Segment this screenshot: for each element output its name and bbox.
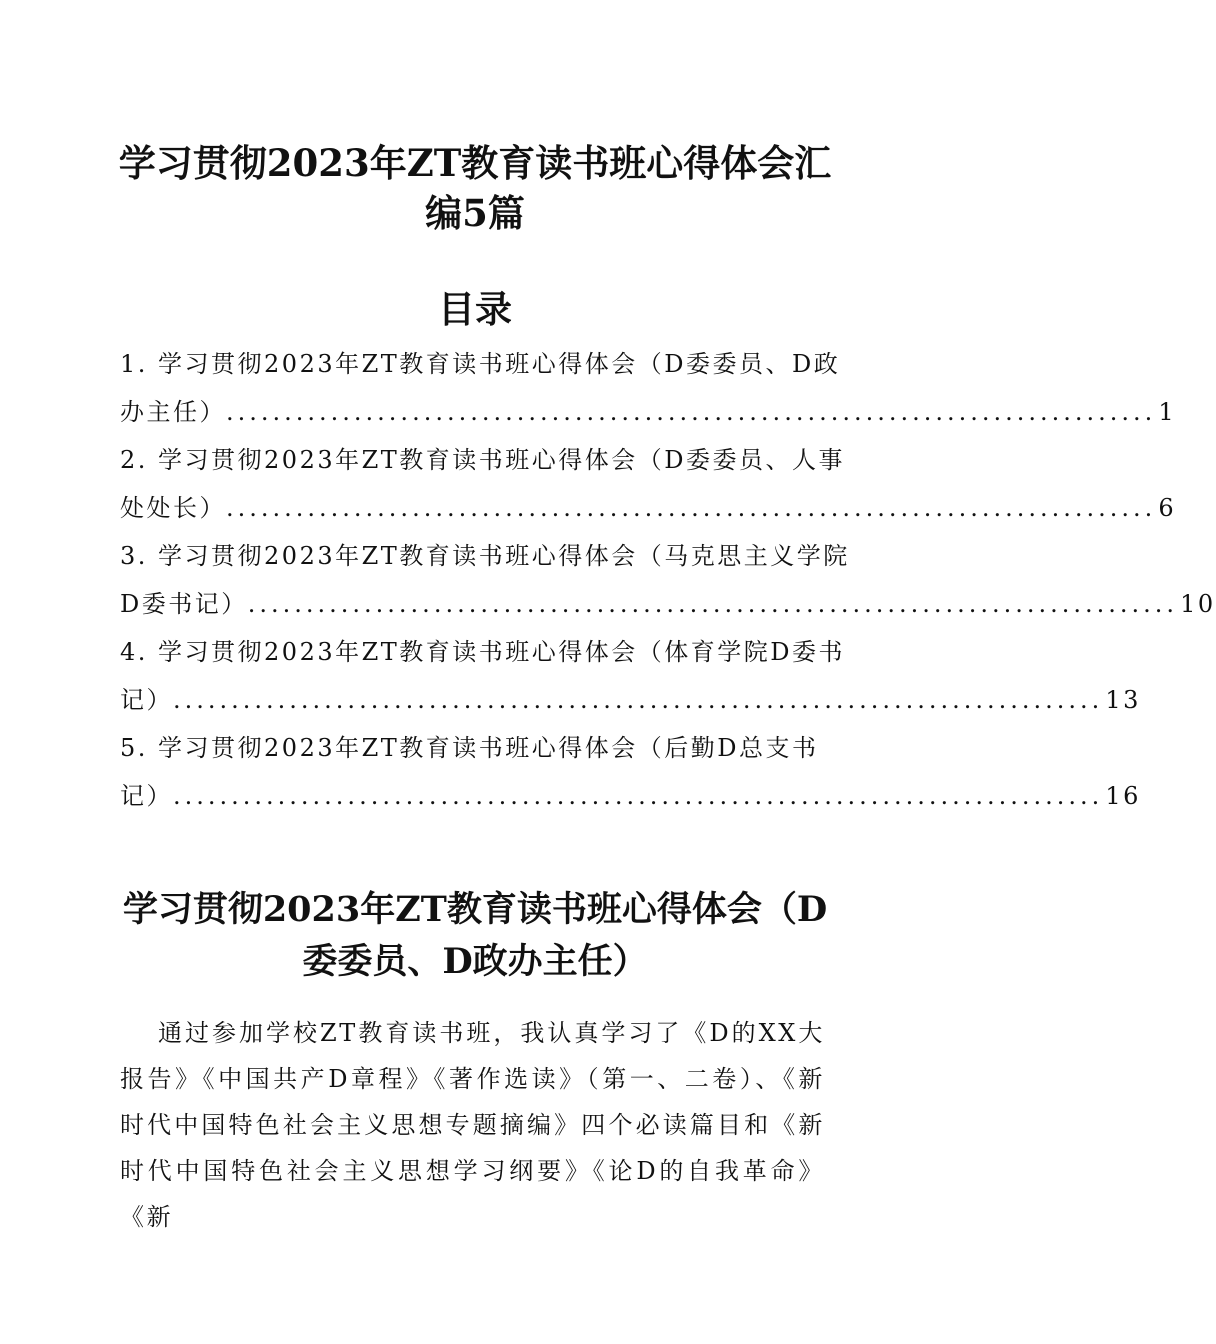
toc-entry-title: 1. 学习贯彻2023年ZT教育读书班心得体会（D委委员、D政 <box>120 350 841 378</box>
body-paragraph: 通过参加学校ZT教育读书班，我认真学习了《D的XX大报告》《中国共产D章程》《著作选读》（第一、二卷）、《新时代中国特色社会主义思想专题摘编》四个必读篇目和《新时代中国特色社会主义思想学习纲要》《论D的自我革命》《新 <box>120 1019 825 1231</box>
toc-entry-continuation <box>120 388 1177 436</box>
toc-entry-1[interactable] <box>120 340 1177 436</box>
toc-page-number: 16 <box>1105 782 1141 810</box>
toc-entry-3[interactable] <box>120 532 1216 628</box>
toc-leader-dots: ................................................................................ <box>226 398 1157 426</box>
toc-entry-title-end: D委书记） <box>120 590 248 618</box>
toc-entry-title-end: 记） <box>120 782 173 810</box>
toc-leader-dots: ................................................................................ <box>173 686 1104 714</box>
toc-entry-title-end: 办主任） <box>120 398 226 426</box>
toc-page-number: 6 <box>1158 494 1177 522</box>
toc-entry-title: 5. 学习贯彻2023年ZT教育读书班心得体会（后勤D总支书 <box>120 734 819 762</box>
section-title: 学习贯彻2023年ZT教育读书班心得体会（D委委员、D政办主任） <box>122 889 828 982</box>
toc-entry-title: 4. 学习贯彻2023年ZT教育读书班心得体会（体育学院D委书 <box>120 638 846 666</box>
toc-entry-2[interactable] <box>120 436 1177 532</box>
toc-leader-dots: ................................................................................ <box>247 590 1179 618</box>
toc-entry-continuation <box>120 580 1216 628</box>
toc-heading: 目录 <box>438 287 512 331</box>
toc-entry-title: 2. 学习贯彻2023年ZT教育读书班心得体会（D委委员、人事 <box>120 446 846 474</box>
toc-page-number: 1 <box>1158 398 1177 426</box>
toc-entry-title: 3. 学习贯彻2023年ZT教育读书班心得体会（马克思主义学院 <box>120 542 850 570</box>
toc-entry-4[interactable] <box>120 628 1141 724</box>
toc-entry-continuation <box>120 676 1141 724</box>
toc-leader-dots: ................................................................................ <box>226 494 1157 522</box>
toc-leader-dots: ................................................................................ <box>173 782 1104 810</box>
toc-entry-title-end: 记） <box>120 686 173 714</box>
toc-page-number: 10 <box>1180 590 1216 618</box>
toc-page-number: 13 <box>1105 686 1141 714</box>
toc-entry-continuation <box>120 772 1141 820</box>
toc-entry-title-end: 处处长） <box>120 494 226 522</box>
toc-entry-5[interactable] <box>120 724 1141 820</box>
table-of-contents <box>120 340 1216 820</box>
document-title: 学习贯彻2023年ZT教育读书班心得体会汇编5篇 <box>118 141 832 235</box>
toc-entry-continuation <box>120 484 1177 532</box>
